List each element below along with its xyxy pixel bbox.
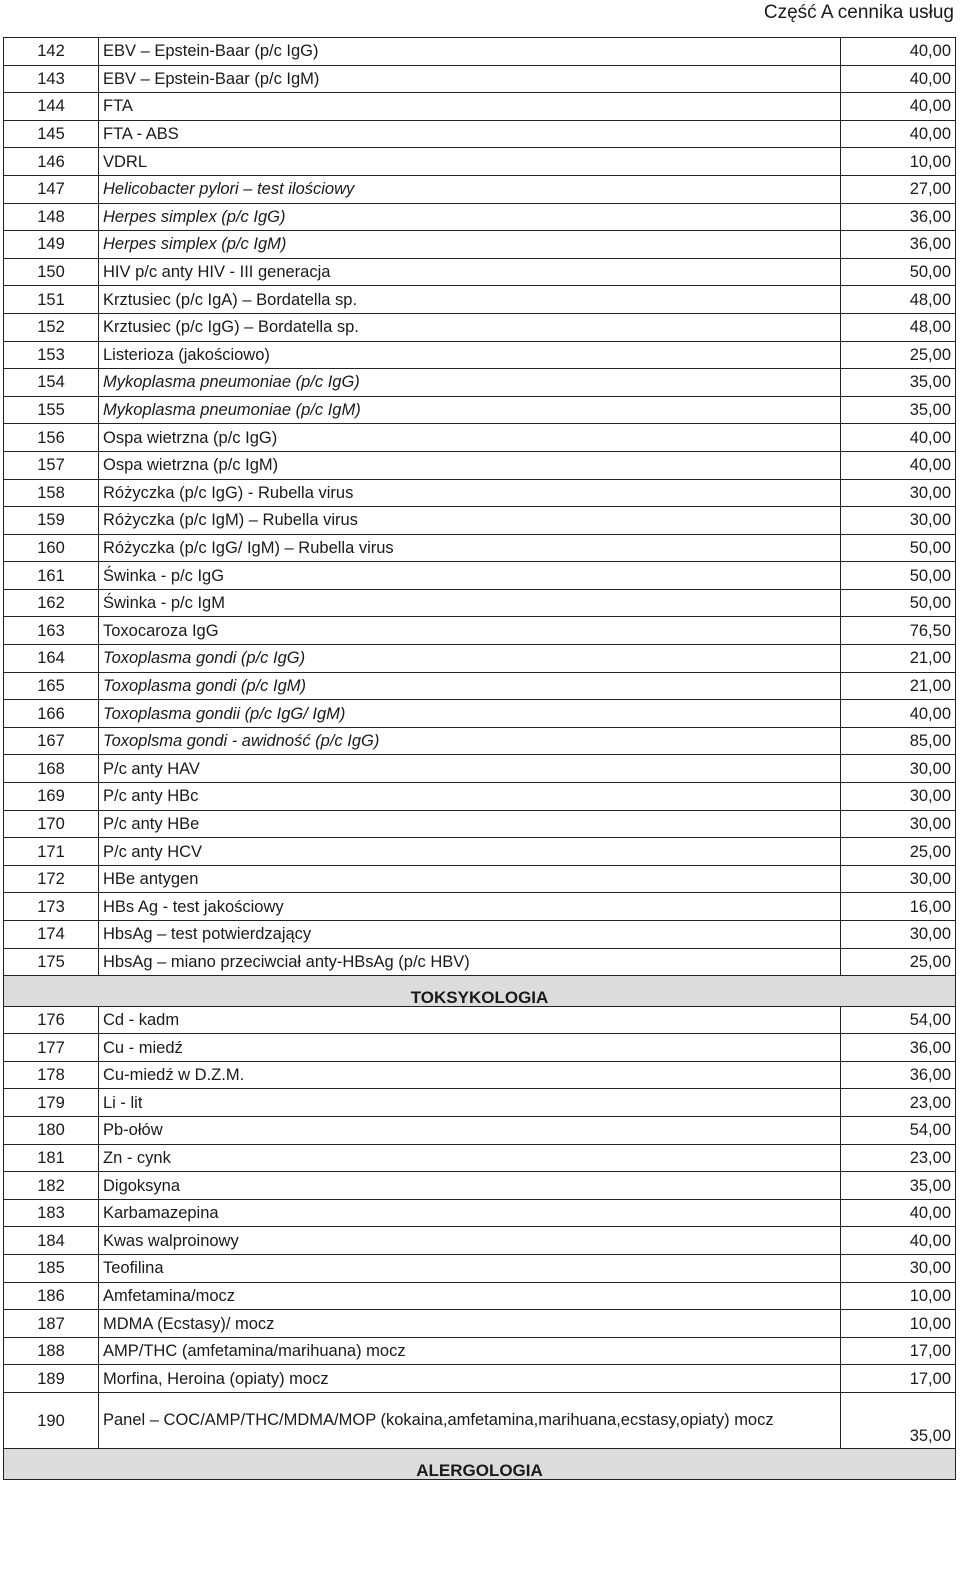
table-row	[4, 838, 956, 866]
item-number: 175	[4, 948, 99, 976]
item-price: 25,00	[841, 948, 956, 976]
item-number: 190	[4, 1393, 99, 1449]
item-name: Herpes simplex (p/c IgG)	[99, 203, 841, 231]
item-price: 40,00	[841, 1227, 956, 1255]
item-name: Krztusiec (p/c IgA) – Bordatella sp.	[99, 286, 841, 314]
item-price: 48,00	[841, 286, 956, 314]
item-name: Karbamazepina	[99, 1199, 841, 1227]
item-name: Helicobacter pylori – test ilościowy	[99, 175, 841, 203]
table-row	[4, 1172, 956, 1200]
table-row	[4, 700, 956, 728]
item-number: 173	[4, 893, 99, 921]
table-row	[4, 1337, 956, 1365]
item-number: 163	[4, 617, 99, 645]
item-price: 40,00	[841, 38, 956, 66]
table-row	[4, 727, 956, 755]
item-name: Panel – COC/AMP/THC/MDMA/MOP (kokaina,amfetamina,marihuana,ecstasy,opiaty) mocz	[99, 1393, 841, 1449]
item-number: 169	[4, 783, 99, 811]
item-number: 143	[4, 65, 99, 93]
item-name: Teofilina	[99, 1255, 841, 1283]
table-row	[4, 507, 956, 535]
item-name: MDMA (Ecstasy)/ mocz	[99, 1310, 841, 1338]
table-row	[4, 38, 956, 66]
item-number: 182	[4, 1172, 99, 1200]
item-number: 189	[4, 1365, 99, 1393]
item-number: 153	[4, 341, 99, 369]
item-price: 21,00	[841, 645, 956, 673]
item-price: 50,00	[841, 562, 956, 590]
table-row	[4, 1227, 956, 1255]
table-row	[4, 672, 956, 700]
item-name: HIV p/c anty HIV - III generacja	[99, 258, 841, 286]
item-name: Toxoplasma gondi (p/c IgM)	[99, 672, 841, 700]
section-title: ALERGOLOGIA	[416, 1460, 543, 1479]
item-name: P/c anty HAV	[99, 755, 841, 783]
item-number: 178	[4, 1061, 99, 1089]
table-row	[4, 148, 956, 176]
item-number: 148	[4, 203, 99, 231]
table-row	[4, 755, 956, 783]
item-price: 54,00	[841, 1006, 956, 1034]
item-price: 35,00	[841, 369, 956, 397]
item-price: 27,00	[841, 175, 956, 203]
item-name: Mykoplasma pneumoniae (p/c IgM)	[99, 396, 841, 424]
item-number: 155	[4, 396, 99, 424]
item-name: Ospa wietrzna (p/c IgG)	[99, 424, 841, 452]
table-row	[4, 231, 956, 259]
price-table	[3, 37, 956, 1480]
item-price: 30,00	[841, 865, 956, 893]
item-name: Świnka - p/c IgM	[99, 589, 841, 617]
item-price: 21,00	[841, 672, 956, 700]
page-header	[0, 0, 954, 36]
table-row	[4, 258, 956, 286]
item-price: 40,00	[841, 1199, 956, 1227]
item-number: 176	[4, 1006, 99, 1034]
item-price: 25,00	[841, 341, 956, 369]
item-price: 16,00	[841, 893, 956, 921]
item-name: EBV – Epstein-Baar (p/c IgM)	[99, 65, 841, 93]
item-name: Toxocaroza IgG	[99, 617, 841, 645]
section-header-row	[4, 1449, 956, 1480]
item-price: 30,00	[841, 479, 956, 507]
item-name: Różyczka (p/c IgG) - Rubella virus	[99, 479, 841, 507]
table-row	[4, 617, 956, 645]
item-number: 188	[4, 1337, 99, 1365]
item-number: 145	[4, 120, 99, 148]
section-title: TOKSYKOLOGIA	[410, 987, 549, 1007]
item-number: 151	[4, 286, 99, 314]
item-price: 10,00	[841, 148, 956, 176]
table-row	[4, 921, 956, 949]
item-name: P/c anty HBc	[99, 783, 841, 811]
item-number: 177	[4, 1034, 99, 1062]
item-name: Mykoplasma pneumoniae (p/c IgG)	[99, 369, 841, 397]
item-number: 179	[4, 1089, 99, 1117]
table-row	[4, 1144, 956, 1172]
item-number: 167	[4, 727, 99, 755]
item-name: Krztusiec (p/c IgG) – Bordatella sp.	[99, 313, 841, 341]
item-number: 172	[4, 865, 99, 893]
item-name: Różyczka (p/c IgM) – Rubella virus	[99, 507, 841, 535]
item-name: Listerioza (jakościowo)	[99, 341, 841, 369]
item-price: 40,00	[841, 451, 956, 479]
item-name: Toxoplasma gondii (p/c IgG/ IgM)	[99, 700, 841, 728]
table-row	[4, 1310, 956, 1338]
table-row	[4, 589, 956, 617]
table-row	[4, 1117, 956, 1145]
item-number: 168	[4, 755, 99, 783]
item-price: 40,00	[841, 65, 956, 93]
item-number: 180	[4, 1117, 99, 1145]
table-row	[4, 369, 956, 397]
item-number: 161	[4, 562, 99, 590]
item-name: Digoksyna	[99, 1172, 841, 1200]
table-row	[4, 534, 956, 562]
item-number: 170	[4, 810, 99, 838]
table-row	[4, 203, 956, 231]
item-price: 23,00	[841, 1144, 956, 1172]
item-name: Cu - miedź	[99, 1034, 841, 1062]
item-number: 171	[4, 838, 99, 866]
item-name: HBe antygen	[99, 865, 841, 893]
item-name: Zn - cynk	[99, 1144, 841, 1172]
table-row	[4, 341, 956, 369]
item-number: 184	[4, 1227, 99, 1255]
item-number: 150	[4, 258, 99, 286]
item-number: 152	[4, 313, 99, 341]
item-price: 30,00	[841, 810, 956, 838]
table-row	[4, 424, 956, 452]
table-row	[4, 1199, 956, 1227]
table-row	[4, 948, 956, 976]
item-number: 165	[4, 672, 99, 700]
item-price: 30,00	[841, 1255, 956, 1283]
table-row	[4, 175, 956, 203]
item-name: Różyczka (p/c IgG/ IgM) – Rubella virus	[99, 534, 841, 562]
item-name: Amfetamina/mocz	[99, 1282, 841, 1310]
item-price: 25,00	[841, 838, 956, 866]
item-price: 10,00	[841, 1310, 956, 1338]
item-name: Ospa wietrzna (p/c IgM)	[99, 451, 841, 479]
price-list-part-title: Część A cennika usług	[763, 2, 954, 23]
item-price: 85,00	[841, 727, 956, 755]
table-row	[4, 893, 956, 921]
item-number: 166	[4, 700, 99, 728]
item-price: 30,00	[841, 921, 956, 949]
table-row	[4, 810, 956, 838]
table-row	[4, 451, 956, 479]
item-number: 186	[4, 1282, 99, 1310]
item-price: 40,00	[841, 424, 956, 452]
item-price: 10,00	[841, 1282, 956, 1310]
item-number: 181	[4, 1144, 99, 1172]
item-name: Morfina, Heroina (opiaty) mocz	[99, 1365, 841, 1393]
item-number: 162	[4, 589, 99, 617]
item-price: 40,00	[841, 120, 956, 148]
item-price: 40,00	[841, 700, 956, 728]
item-price: 36,00	[841, 231, 956, 259]
item-name: HbsAg – test potwierdzający	[99, 921, 841, 949]
item-number: 147	[4, 175, 99, 203]
section-header-row	[4, 976, 956, 1007]
item-price: 54,00	[841, 1117, 956, 1145]
item-number: 154	[4, 369, 99, 397]
item-price: 30,00	[841, 755, 956, 783]
table-row	[4, 1255, 956, 1283]
item-number: 158	[4, 479, 99, 507]
item-name: HbsAg – miano przeciwciał anty-HBsAg (p/c HBV)	[99, 948, 841, 976]
table-row	[4, 1006, 956, 1034]
table-row	[4, 1089, 956, 1117]
item-name: Kwas walproinowy	[99, 1227, 841, 1255]
item-name: FTA - ABS	[99, 120, 841, 148]
table-row	[4, 562, 956, 590]
table-row	[4, 120, 956, 148]
item-name: Świnka - p/c IgG	[99, 562, 841, 590]
item-price: 17,00	[841, 1365, 956, 1393]
item-price: 48,00	[841, 313, 956, 341]
item-number: 146	[4, 148, 99, 176]
item-name: EBV – Epstein-Baar (p/c IgG)	[99, 38, 841, 66]
table-row	[4, 286, 956, 314]
item-name: P/c anty HCV	[99, 838, 841, 866]
item-price: 36,00	[841, 203, 956, 231]
table-row	[4, 1365, 956, 1393]
section-header-cell	[4, 976, 956, 1007]
item-number: 160	[4, 534, 99, 562]
item-number: 185	[4, 1255, 99, 1283]
item-name: Li - lit	[99, 1089, 841, 1117]
item-number: 142	[4, 38, 99, 66]
item-name: Cd - kadm	[99, 1006, 841, 1034]
item-price: 50,00	[841, 589, 956, 617]
table-row	[4, 65, 956, 93]
item-price: 40,00	[841, 93, 956, 121]
item-number: 149	[4, 231, 99, 259]
table-row	[4, 313, 956, 341]
item-name: Cu-miedź w D.Z.M.	[99, 1061, 841, 1089]
item-name: FTA	[99, 93, 841, 121]
table-row	[4, 1034, 956, 1062]
item-name: VDRL	[99, 148, 841, 176]
item-number: 164	[4, 645, 99, 673]
table-row	[4, 1393, 956, 1449]
item-price: 30,00	[841, 507, 956, 535]
item-price: 36,00	[841, 1034, 956, 1062]
table-row	[4, 396, 956, 424]
table-row	[4, 1282, 956, 1310]
table-row	[4, 479, 956, 507]
item-name: P/c anty HBe	[99, 810, 841, 838]
item-number: 159	[4, 507, 99, 535]
item-number: 187	[4, 1310, 99, 1338]
item-price: 50,00	[841, 258, 956, 286]
price-table-body	[4, 38, 956, 1480]
item-price: 17,00	[841, 1337, 956, 1365]
item-price: 50,00	[841, 534, 956, 562]
item-name: Pb-ołów	[99, 1117, 841, 1145]
item-number: 174	[4, 921, 99, 949]
item-price: 35,00	[841, 1172, 956, 1200]
item-price: 35,00	[841, 396, 956, 424]
item-price: 76,50	[841, 617, 956, 645]
item-name: Toxoplsma gondi - awidność (p/c IgG)	[99, 727, 841, 755]
table-row	[4, 1061, 956, 1089]
item-name: HBs Ag - test jakościowy	[99, 893, 841, 921]
table-row	[4, 645, 956, 673]
item-price: 35,00	[841, 1393, 956, 1449]
item-name: Herpes simplex (p/c IgM)	[99, 231, 841, 259]
item-number: 144	[4, 93, 99, 121]
item-number: 157	[4, 451, 99, 479]
item-name: AMP/THC (amfetamina/marihuana) mocz	[99, 1337, 841, 1365]
item-price: 36,00	[841, 1061, 956, 1089]
item-price: 23,00	[841, 1089, 956, 1117]
item-name: Toxoplasma gondi (p/c IgG)	[99, 645, 841, 673]
table-row	[4, 783, 956, 811]
table-row	[4, 93, 956, 121]
item-number: 183	[4, 1199, 99, 1227]
item-number: 156	[4, 424, 99, 452]
item-price: 30,00	[841, 783, 956, 811]
section-header-cell	[4, 1449, 956, 1480]
table-row	[4, 865, 956, 893]
